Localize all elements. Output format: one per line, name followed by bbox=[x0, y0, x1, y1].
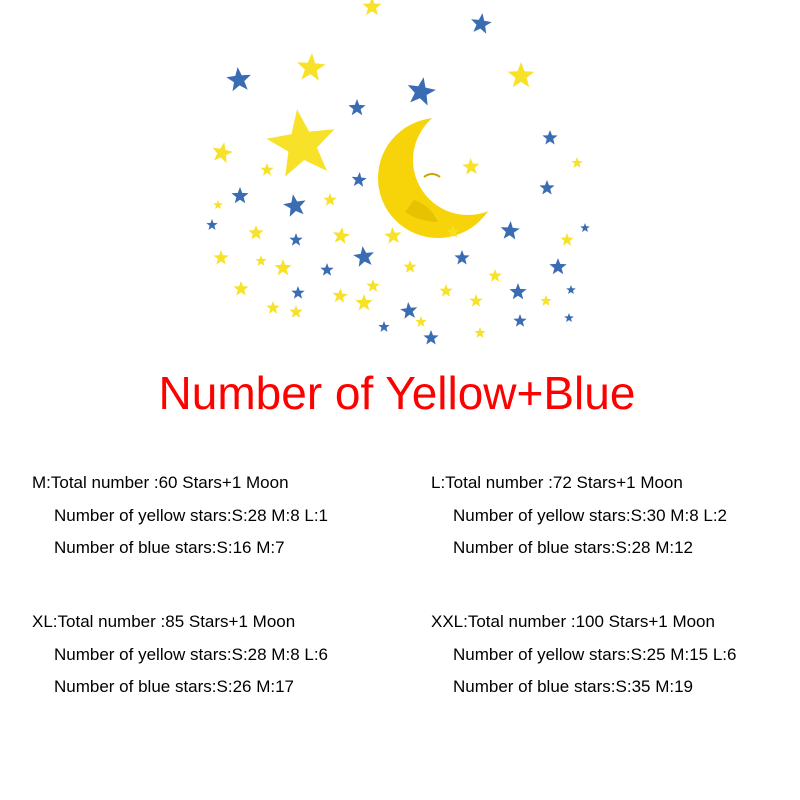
yellow-star-icon bbox=[255, 255, 266, 266]
yellow-star-icon bbox=[333, 227, 350, 244]
yellow-star-icon bbox=[403, 260, 416, 273]
size-xl-info bbox=[32, 606, 328, 704]
yellow-star-icon bbox=[260, 163, 273, 176]
yellow-star-icon bbox=[474, 327, 485, 338]
size-xxl-yellow-count: Number of yellow stars:S:25 M:15 L:6 bbox=[453, 644, 737, 664]
star-moon-artwork bbox=[0, 0, 800, 360]
yellow-star-icon bbox=[266, 301, 279, 314]
yellow-star-icon bbox=[540, 295, 551, 306]
size-xl-yellow-count: Number of yellow stars:S:28 M:8 L:6 bbox=[54, 644, 329, 664]
blue-star-icon bbox=[206, 219, 217, 230]
size-xxl-info bbox=[431, 606, 736, 704]
yellow-star-icon bbox=[366, 279, 379, 292]
yellow-star-icon bbox=[233, 281, 248, 296]
yellow-star-icon bbox=[415, 316, 426, 327]
size-m-yellow-count: Number of yellow stars:S:28 M:8 L:1 bbox=[54, 505, 329, 525]
yellow-star-icon bbox=[488, 269, 501, 282]
size-l-info bbox=[431, 467, 727, 565]
size-xxl-total: XXL:Total number :100 Stars+1 Moon bbox=[431, 612, 715, 631]
blue-star-icon bbox=[539, 180, 554, 195]
yellow-star-icon bbox=[571, 157, 582, 168]
blue-star-icon bbox=[348, 99, 365, 115]
size-m-blue-count: Number of blue stars:S:16 M:7 bbox=[54, 538, 285, 557]
yellow-star-icon bbox=[323, 193, 336, 206]
size-m-total: M:Total number :60 Stars+1 Moon bbox=[32, 473, 289, 492]
blue-star-icon bbox=[283, 194, 306, 217]
blue-star-icon bbox=[289, 233, 302, 246]
blue-star-icon bbox=[400, 302, 417, 319]
blue-star-icon bbox=[423, 330, 438, 345]
blue-star-icon bbox=[580, 223, 590, 232]
size-xl-total: XL:Total number :85 Stars+1 Moon bbox=[32, 612, 296, 631]
crescent-moon-icon bbox=[378, 118, 498, 238]
yellow-star-icon bbox=[560, 233, 573, 246]
blue-star-icon bbox=[408, 77, 436, 105]
blue-star-icon bbox=[564, 313, 574, 322]
yellow-star-icon bbox=[297, 53, 326, 81]
size-l-yellow-count: Number of yellow stars:S:30 M:8 L:2 bbox=[453, 505, 728, 525]
blue-star-icon bbox=[291, 286, 304, 299]
blue-star-icon bbox=[471, 13, 492, 34]
page-title: Number of Yellow+Blue bbox=[158, 367, 636, 419]
blue-star-icon bbox=[454, 250, 469, 265]
blue-star-icon bbox=[352, 172, 367, 187]
blue-star-icon bbox=[231, 187, 248, 203]
blue-star-icon bbox=[509, 283, 526, 299]
size-l-blue-count: Number of blue stars:S:28 M:12 bbox=[453, 538, 694, 557]
blue-star-icon bbox=[378, 321, 389, 332]
yellow-star-icon bbox=[213, 142, 233, 163]
size-m-info bbox=[32, 467, 328, 565]
blue-star-icon bbox=[226, 67, 251, 91]
size-l-total: L:Total number :72 Stars+1 Moon bbox=[431, 473, 683, 492]
blue-star-icon bbox=[353, 246, 374, 267]
yellow-star-icon bbox=[267, 109, 335, 176]
blue-star-icon bbox=[320, 263, 333, 276]
yellow-star-icon bbox=[274, 259, 291, 275]
yellow-star-icon bbox=[439, 284, 452, 297]
yellow-star-icon bbox=[363, 0, 382, 15]
yellow-star-icon bbox=[289, 305, 302, 318]
size-xxl-blue-count: Number of blue stars:S:35 M:19 bbox=[453, 677, 694, 696]
blue-star-icon bbox=[566, 285, 576, 294]
blue-star-icon bbox=[501, 221, 520, 240]
yellow-star-icon bbox=[248, 225, 263, 240]
blue-star-icon bbox=[513, 314, 526, 327]
blue-star-icon bbox=[549, 258, 566, 274]
yellow-star-icon bbox=[384, 227, 401, 244]
yellow-star-icon bbox=[213, 250, 228, 265]
yellow-star-icon bbox=[355, 294, 372, 310]
yellow-star-icon bbox=[469, 294, 482, 307]
size-xl-blue-count: Number of blue stars:S:26 M:17 bbox=[54, 677, 295, 696]
yellow-star-icon bbox=[333, 288, 348, 303]
yellow-star-icon bbox=[213, 200, 223, 209]
blue-star-icon bbox=[542, 130, 557, 145]
yellow-star-icon bbox=[508, 62, 535, 87]
